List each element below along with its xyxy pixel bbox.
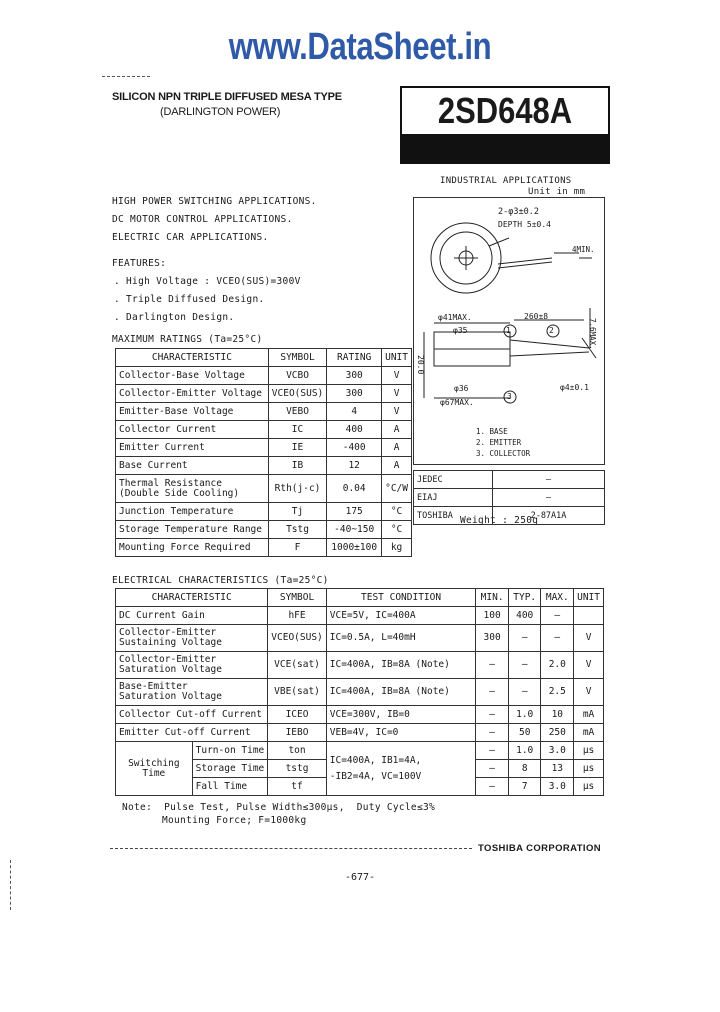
std-name: TOSHIBA [414,507,493,525]
cell: DC Current Gain [116,607,268,625]
cell: – [541,607,574,625]
cell: Base Current [116,457,269,475]
cell: – [476,706,509,724]
cell: Collector-Emitter Saturation Voltage [116,652,268,679]
cell: Storage Temperature Range [116,521,269,539]
feature-2: . Triple Diffused Design. [114,294,265,305]
cell: F [268,539,326,557]
std-name: JEDEC [414,471,493,489]
cell: IC=0.5A, L=40mH [326,625,476,652]
note-line-1: Note: Pulse Test, Pulse Width≤300μs, Duty Cycle≤3% [122,802,436,813]
note-line-2: Mounting Force; F=1000kg [162,815,307,826]
cell: IEBO [268,724,326,742]
cell: 3.0 [541,742,574,760]
cell: VEB=4V, IC=0 [326,724,476,742]
cell: 10 [541,706,574,724]
max-ratings-table [115,348,412,557]
cell: VEBO [268,403,326,421]
cell: 300 [327,385,382,403]
cell: V [382,367,412,385]
cell: hFE [268,607,326,625]
cell: A [382,421,412,439]
cell: μs [574,760,604,778]
cell: 1.0 [508,742,541,760]
table-row [116,539,412,557]
dim-67max: φ67MAX. [440,398,474,407]
cell: 8 [508,760,541,778]
pin-2: 2. EMITTER [476,438,522,447]
dim-260: 260±8 [524,312,549,321]
cell: IC [268,421,326,439]
table-row [116,475,412,503]
table-row [116,403,412,421]
cell: – [476,679,509,706]
scan-margin-marks [10,860,17,910]
dim-35: φ35 [453,326,468,335]
cell: Emitter-Base Voltage [116,403,269,421]
cell: VCE(sat) [268,652,326,679]
cell: 13 [541,760,574,778]
cell: – [508,679,541,706]
cell: – [508,652,541,679]
header-line-2: (DARLINGTON POWER) [160,106,281,118]
cell: VCE=300V, IB=0 [326,706,476,724]
application-1: HIGH POWER SWITCHING APPLICATIONS. [112,196,317,207]
dim-4min: 4MIN. [572,245,595,254]
dim-41max: φ41MAX. [438,313,472,322]
cell: 1.0 [508,706,541,724]
cell: VCBO [268,367,326,385]
cell: 400 [327,421,382,439]
table-row [116,679,604,706]
cell: kg [382,539,412,557]
table-row [116,724,604,742]
elec-chars-table [115,588,604,796]
feature-1: . High Voltage : VCEO(SUS)=300V [114,276,301,287]
cell: V [382,403,412,421]
pin-callout-1: 1 [506,326,511,335]
cell: Turn-on Time [192,742,268,760]
package-weight: Weight : 250g [460,515,539,526]
table-row [116,521,412,539]
cell: 175 [327,503,382,521]
pin-3: 3. COLLECTOR [476,449,531,458]
cell: °C [382,503,412,521]
cell: Collector Current [116,421,269,439]
footer-rule [110,848,472,849]
switching-condition [326,742,476,796]
cell: Mounting Force Required [116,539,269,557]
cell: IB [268,457,326,475]
std-value: – [493,489,605,507]
cell: IC=400A, IB=8A (Note) [326,652,476,679]
cell: – [541,625,574,652]
cell: V [382,385,412,403]
table-row [414,489,605,507]
cell: 300 [327,367,382,385]
cell: 3.0 [541,778,574,796]
cell: IE [268,439,326,457]
cell: IC=400A, IB=8A (Note) [326,679,476,706]
dim-36: φ36 [454,384,469,393]
cell: 7 [508,778,541,796]
col-header: TYP. [508,589,541,607]
cell: tf [268,778,326,796]
cell: VCEO(SUS) [268,385,326,403]
table-row [116,421,412,439]
cell: Collector-Emitter Voltage [116,385,269,403]
table-row [116,607,604,625]
cell: 2.0 [541,652,574,679]
std-value: – [493,471,605,489]
cell: 4 [327,403,382,421]
cell: Thermal Resistance (Double Side Cooling) [116,475,269,503]
cell: Rth(j-c) [268,475,326,503]
col-header: SYMBOL [268,349,326,367]
switching-condition-1: IC=400A, IB1=4A, [329,754,422,766]
cell: VCE=5V, IC=400A [326,607,476,625]
cell: V [574,625,604,652]
cell: ton [268,742,326,760]
cell: – [476,760,509,778]
elec-chars-title: ELECTRICAL CHARACTERISTICS (Ta=25°C) [112,575,329,586]
col-header: CHARACTERISTIC [116,349,269,367]
table-row [116,625,604,652]
cell: – [508,625,541,652]
company-name: TOSHIBA CORPORATION [478,843,602,854]
cell: A [382,439,412,457]
pin-1: 1. BASE [476,427,508,436]
cell: mA [574,706,604,724]
feature-3: . Darlington Design. [114,312,235,323]
dim-76max: 7.6MAX. [588,318,597,350]
table-row [116,367,412,385]
cell: 1000±100 [327,539,382,557]
switching-group: Switching Time [116,742,193,796]
max-ratings-title: MAXIMUM RATINGS (Ta=25°C) [112,334,263,345]
cell: VCEO(SUS) [268,625,326,652]
part-number-bar [402,134,608,162]
table-row [116,503,412,521]
package-unit: Unit in mm [528,187,586,197]
cell: Junction Temperature [116,503,269,521]
cell: Collector-Emitter Sustaining Voltage [116,625,268,652]
cell: -40~150 [327,521,382,539]
table-header-row [116,349,412,367]
cell: Tj [268,503,326,521]
cell: 100 [476,607,509,625]
dim-depth: DEPTH 5±0.4 [498,220,551,229]
cell: 300 [476,625,509,652]
cell: VBE(sat) [268,679,326,706]
dim-wire: φ4±0.1 [560,383,589,392]
std-name: EIAJ [414,489,493,507]
application-3: ELECTRIC CAR APPLICATIONS. [112,232,269,243]
cell: μs [574,778,604,796]
cell: Base-Emitter Saturation Voltage [116,679,268,706]
col-header: MAX. [541,589,574,607]
cell: 0.04 [327,475,382,503]
cell: Collector Cut-off Current [116,706,268,724]
col-header: CHARACTERISTIC [116,589,268,607]
cell: °C/W [382,475,412,503]
cell: V [574,679,604,706]
table-row [116,439,412,457]
pin-callout-3: 3 [507,392,512,401]
cell: 50 [508,724,541,742]
top-left-dashes [102,76,150,77]
watermark-text: www.DataSheet.in [228,26,492,68]
col-header: RATING [327,349,382,367]
table-row [116,652,604,679]
pin-callout-2: 2 [549,326,554,335]
cell: – [476,724,509,742]
cell: tstg [268,760,326,778]
cell: – [476,652,509,679]
cell: -400 [327,439,382,457]
package-title: INDUSTRIAL APPLICATIONS [440,176,572,186]
cell: V [574,652,604,679]
cell: mA [574,724,604,742]
part-number: 2SD648A [437,90,573,131]
col-header: UNIT [574,589,604,607]
cell: Collector-Base Voltage [116,367,269,385]
part-number-box [400,86,610,164]
cell: Emitter Current [116,439,269,457]
switching-condition-2: -IB2=4A, VC=100V [329,770,422,782]
table-row [116,457,412,475]
features-title: FEATURES: [112,258,167,269]
table-row [116,385,412,403]
std-value: 2-87A1A [493,507,605,525]
cell: Emitter Cut-off Current [116,724,268,742]
col-header: UNIT [382,349,412,367]
cell: °C [382,521,412,539]
col-header: MIN. [476,589,509,607]
page-number: -677- [344,872,376,883]
cell: – [476,742,509,760]
cell: Storage Time [192,760,268,778]
table-row [116,742,604,760]
cell: 2.5 [541,679,574,706]
table-header-row [116,589,604,607]
cell [574,607,604,625]
header-line-1: SILICON NPN TRIPLE DIFFUSED MESA TYPE [112,91,342,103]
col-header: TEST CONDITION [326,589,476,607]
cell: – [476,778,509,796]
dim-20: 20.0 [416,355,425,375]
table-row [414,471,605,489]
cell: Tstg [268,521,326,539]
cell: μs [574,742,604,760]
cell: 250 [541,724,574,742]
cell: A [382,457,412,475]
col-header: SYMBOL [268,589,326,607]
application-2: DC MOTOR CONTROL APPLICATIONS. [112,214,293,225]
table-row [116,706,604,724]
dim-holes: 2-φ3±0.2 [498,207,539,217]
cell: ICEO [268,706,326,724]
cell: 12 [327,457,382,475]
cell: Fall Time [192,778,268,796]
cell: 400 [508,607,541,625]
